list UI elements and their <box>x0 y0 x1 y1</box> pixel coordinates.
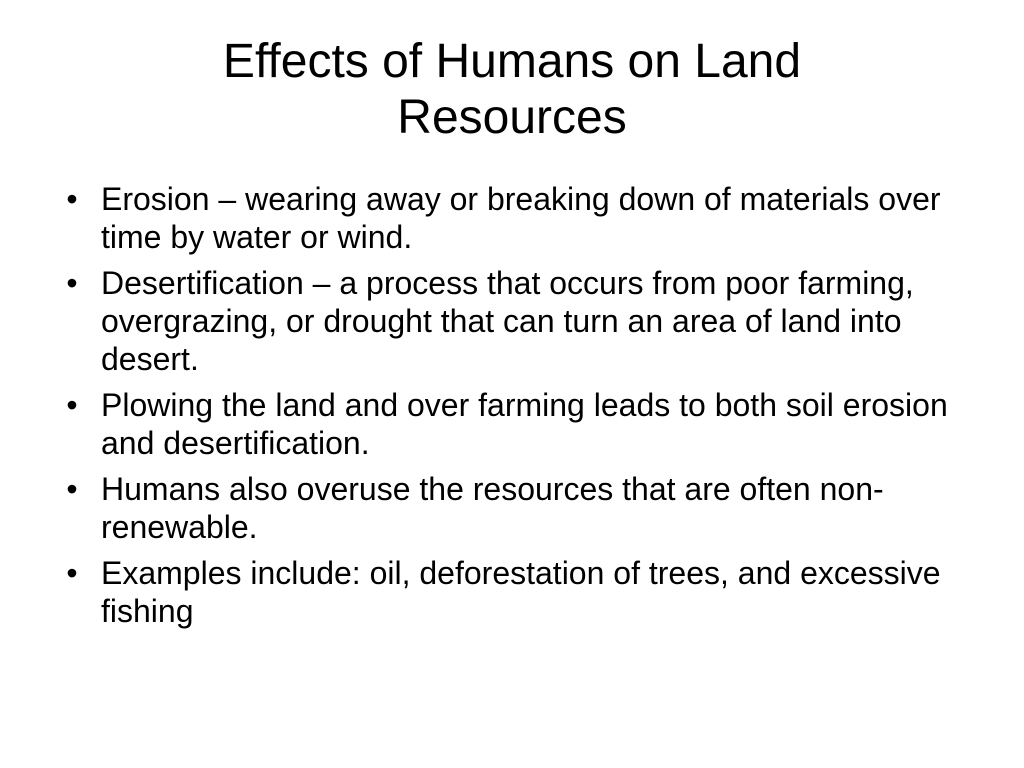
bullet-text: Desertification – a process that occurs from poor farming, overgrazing, or drought that can turn an area of land into desert. <box>101 265 914 377</box>
bullet-icon: • <box>66 265 78 301</box>
bullet-text: Erosion – wearing away or breaking down of materials over time by water or wind. <box>101 181 941 255</box>
bullet-text: Examples include: oil, deforestation of trees, and excessive fishing <box>101 555 941 629</box>
bullet-icon: • <box>66 387 78 423</box>
bullet-item-erosion <box>60 180 980 256</box>
bullet-text: Humans also overuse the resources that are often non-renewable. <box>101 471 884 545</box>
bullet-icon: • <box>66 555 78 591</box>
bullet-item-overuse <box>60 470 980 546</box>
bullet-item-plowing <box>60 386 980 462</box>
bullet-icon: • <box>66 181 78 217</box>
slide-title-line-1: Effects of Humans on Land <box>222 35 802 88</box>
bullet-item-examples <box>60 554 980 630</box>
bullet-text: Plowing the land and over farming leads to both soil erosion and desertification. <box>101 387 948 461</box>
bullet-icon: • <box>66 471 78 507</box>
bullet-item-desertification <box>60 264 980 378</box>
slide-title-line-2: Resources <box>397 91 627 144</box>
slide-title <box>150 34 874 146</box>
bullet-list <box>60 180 980 638</box>
